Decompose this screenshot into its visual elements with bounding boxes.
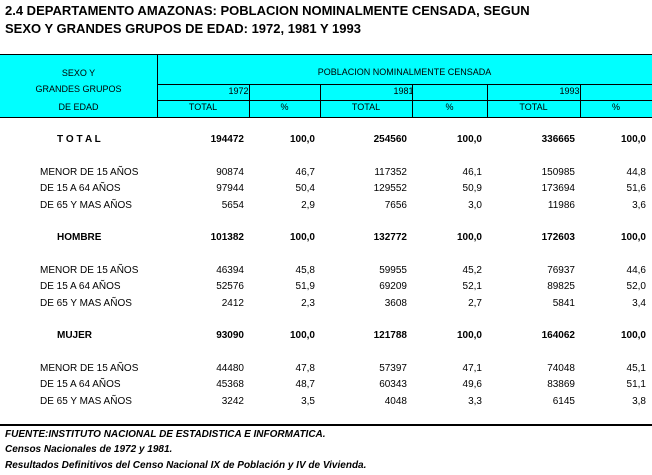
header-group-label-1: SEXO Y [61,68,96,78]
header-main: POBLACION NOMINALMENTE CENSADA [317,67,492,77]
table-cell: 47,1 [462,363,482,374]
table-cell: 57397 [379,363,407,374]
footer-rule [0,424,652,426]
table-cell: 7656 [384,200,407,211]
section-total-cell: 100,0 [620,134,646,145]
section-total-cell: 93090 [216,330,244,341]
section-total-cell: 172603 [541,232,575,243]
table-cell: 51,1 [626,379,646,390]
table-cell: 2,7 [468,298,482,309]
table-cell: 59955 [379,265,407,276]
table-row-label: DE 65 Y MAS AÑOS [40,298,132,309]
section-total-cell: 194472 [210,134,244,145]
table-cell: 2,3 [301,298,315,309]
header-group-label-2: GRANDES GRUPOS [35,84,122,94]
table-row-label: DE 15 A 64 AÑOS [40,379,121,390]
section-total-cell: 121788 [373,330,407,341]
table-cell: 5841 [552,298,575,309]
section-label: MUJER [57,330,93,341]
table-cell: 50,9 [462,183,482,194]
section-total-cell: 100,0 [620,232,646,243]
header-total-1981: TOTAL [351,102,381,112]
table-cell: 45,1 [626,363,646,374]
table-cell: 48,7 [295,379,315,390]
table-cell: 45,2 [462,265,482,276]
table-cell: 74048 [547,363,575,374]
table-cell: 11986 [547,200,575,211]
header-total-1972: TOTAL [188,102,218,112]
table-cell: 46394 [216,265,244,276]
table-cell: 3,3 [468,396,482,407]
table-cell: 3,0 [468,200,482,211]
table-row-label: MENOR DE 15 AÑOS [40,167,139,178]
table-cell: 2412 [221,298,244,309]
table-cell: 60343 [379,379,407,390]
section-total-cell: 100,0 [456,134,482,145]
table-cell: 52,0 [626,281,646,292]
table-header [0,54,652,118]
table-cell: 3,8 [632,396,646,407]
table-row-label: DE 15 A 64 AÑOS [40,183,121,194]
section-total-cell: 100,0 [289,232,315,243]
table-cell: 45368 [216,379,244,390]
footer-note-2: Resultados Definitivos del Censo Nacional IX de Población y IV de Vivienda. [5,460,367,471]
table-row-label: DE 65 Y MAS AÑOS [40,396,132,407]
table-cell: 4048 [384,396,407,407]
table-cell: 45,8 [295,265,315,276]
table-row-label: DE 65 Y MAS AÑOS [40,200,132,211]
table-row-label: MENOR DE 15 AÑOS [40,363,139,374]
table-cell: 44,8 [626,167,646,178]
section-total-cell: 254560 [373,134,407,145]
header-year-1981: 1981 [393,86,414,96]
section-total-cell: 100,0 [289,134,315,145]
footer-source: FUENTE:INSTITUTO NACIONAL DE ESTADISTICA E INFORMATICA. [5,429,326,440]
table-cell: 51,9 [295,281,315,292]
table-cell: 97944 [216,183,244,194]
table-cell: 89825 [547,281,575,292]
section-total-cell: 164062 [541,330,575,341]
footer-note-1: Censos Nacionales de 1972 y 1981. [5,444,173,455]
table-cell: 44480 [216,363,244,374]
section-total-cell: 100,0 [456,232,482,243]
section-label: HOMBRE [57,232,102,243]
table-cell: 51,6 [626,183,646,194]
table-cell: 90874 [216,167,244,178]
table-cell: 117352 [374,167,407,178]
table-cell: 46,7 [295,167,315,178]
table-cell: 69209 [379,281,407,292]
header-group-label-3: DE EDAD [58,102,99,112]
table-cell: 49,6 [462,379,482,390]
section-total-cell: 132772 [373,232,407,243]
section-total-cell: 101382 [210,232,244,243]
table-cell: 3242 [221,396,244,407]
table-cell: 2,9 [301,200,315,211]
table-cell: 83869 [547,379,575,390]
section-total-cell: 100,0 [620,330,646,341]
section-total-cell: 100,0 [289,330,315,341]
table-row-label: MENOR DE 15 AÑOS [40,265,139,276]
table-cell: 44,6 [626,265,646,276]
table-cell: 3,6 [632,200,646,211]
header-pct-1981: % [445,102,454,112]
section-label: T O T A L [57,134,101,145]
table-cell: 5654 [221,200,244,211]
header-total-1993: TOTAL [519,102,548,112]
header-year-1993: 1993 [559,86,580,96]
table-cell: 52576 [216,281,244,292]
table-cell: 46,1 [462,167,482,178]
section-total-cell: 100,0 [456,330,482,341]
table-cell: 50,4 [295,183,315,194]
header-pct-1972: % [280,102,289,112]
table-cell: 150985 [541,167,575,178]
table-cell: 3,4 [632,298,646,309]
table-cell: 76937 [547,265,575,276]
table-cell: 52,1 [462,281,482,292]
table-cell: 3,5 [301,396,315,407]
table-cell: 173694 [541,183,575,194]
table-cell: 3608 [384,298,407,309]
table-cell: 6145 [552,396,575,407]
page-title-line-1: 2.4 DEPARTAMENTO AMAZONAS: POBLACION NOMINALMENTE CENSADA, SEGUN [5,3,530,18]
page-title-line-2: SEXO Y GRANDES GRUPOS DE EDAD: 1972, 1981 Y 1993 [5,21,361,36]
table-cell: 47,8 [295,363,315,374]
table-cell: 129552 [373,183,407,194]
section-total-cell: 336665 [541,134,575,145]
table-row-label: DE 15 A 64 AÑOS [40,281,121,292]
header-year-1972: 1972 [228,86,249,96]
header-pct-1993: % [611,102,620,112]
